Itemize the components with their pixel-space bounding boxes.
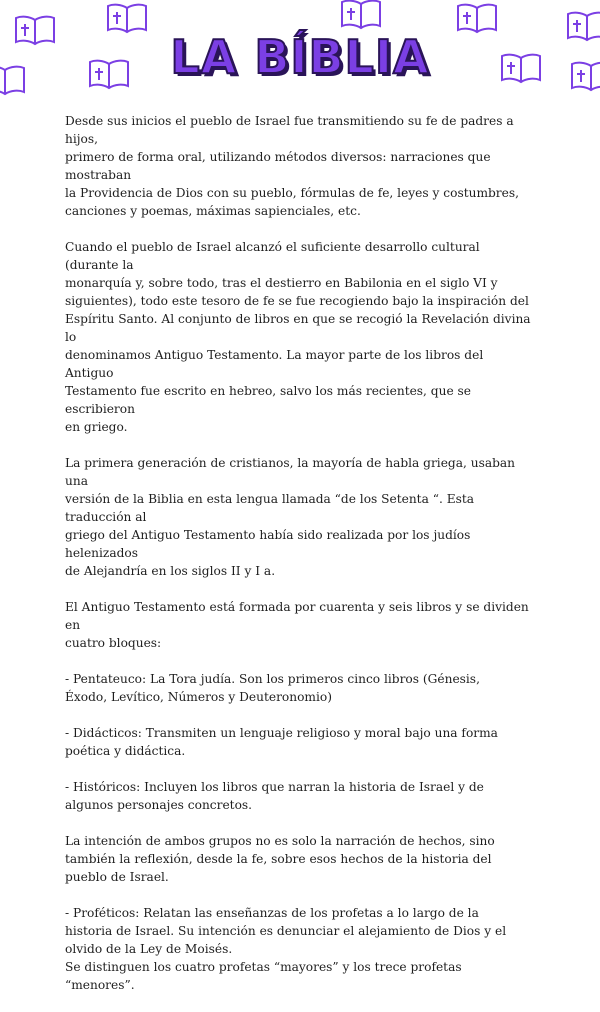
paragraph: La primera generación de cristianos, la mayoría de habla griega, usaban una versión de la Biblia en esta lengua llamada “de los Setenta “. Esta traducción al griego del Antiguo Testamento había sido realizada por los judíos helenizados de Alejandría en los siglos II y I a. xyxy=(65,456,516,578)
bible-icon xyxy=(340,0,382,30)
list-item: - Proféticos: Relatan las enseñanzas de los profetas a lo largo de la historia de Israel. Su intención es denunciar el alejamiento de Dios y el olvido de la Ley de Moisés. Se distinguen los cuatro profetas “mayores” y los trece profetas “menores”. xyxy=(65,906,507,992)
paragraph: Desde sus inicios el pueblo de Israel fue transmitiendo su fe de padres a hijos, primero de forma oral, utilizando métodos diversos: narraciones que mostraban la Providencia de Dios con su pueblo, fórmulas de fe, leyes y costumbres, canciones y poemas, máximas sapienciales, etc. xyxy=(65,114,519,218)
paragraph: Cuando el pueblo de Israel alcanzó el suficiente desarrollo cultural (durante la monarquía y, sobre todo, tras el destierro en Babilonia en el siglo VI y siguientes), todo este tesoro de fe se fue recogiendo bajo la inspiración del Espíritu Santo. Al conjunto de libros en que se recogió la Revelación divina lo denominamos Antiguo Testamento. La mayor parte de los libros del Antiguo Testamento fue escrito en hebreo, salvo los más recientes, que se escribieron en griego. xyxy=(65,240,531,434)
page-title-wrapper xyxy=(0,30,600,84)
document-body xyxy=(65,112,535,1012)
list-item: - Didácticos: Transmiten un lenguaje religioso y moral bajo una forma poética y didáctica. xyxy=(65,726,498,758)
list-item: - Históricos: Incluyen los libros que narran la historia de Israel y de algunos personajes concretos. xyxy=(65,780,484,812)
paragraph: El Antiguo Testamento está formada por cuarenta y seis libros y se dividen en cuatro bloques: xyxy=(65,600,529,650)
list-item: - Pentateuco: La Tora judía. Son los primeros cinco libros (Génesis, Éxodo, Levítico, Números y Deuteronomio) xyxy=(65,672,480,704)
page-title: LA BÍBLIA xyxy=(170,30,430,84)
paragraph: La intención de ambos grupos no es solo la narración de hechos, sino también la reflexión, desde la fe, sobre esos hechos de la historia del pueblo de Israel. xyxy=(65,834,495,884)
